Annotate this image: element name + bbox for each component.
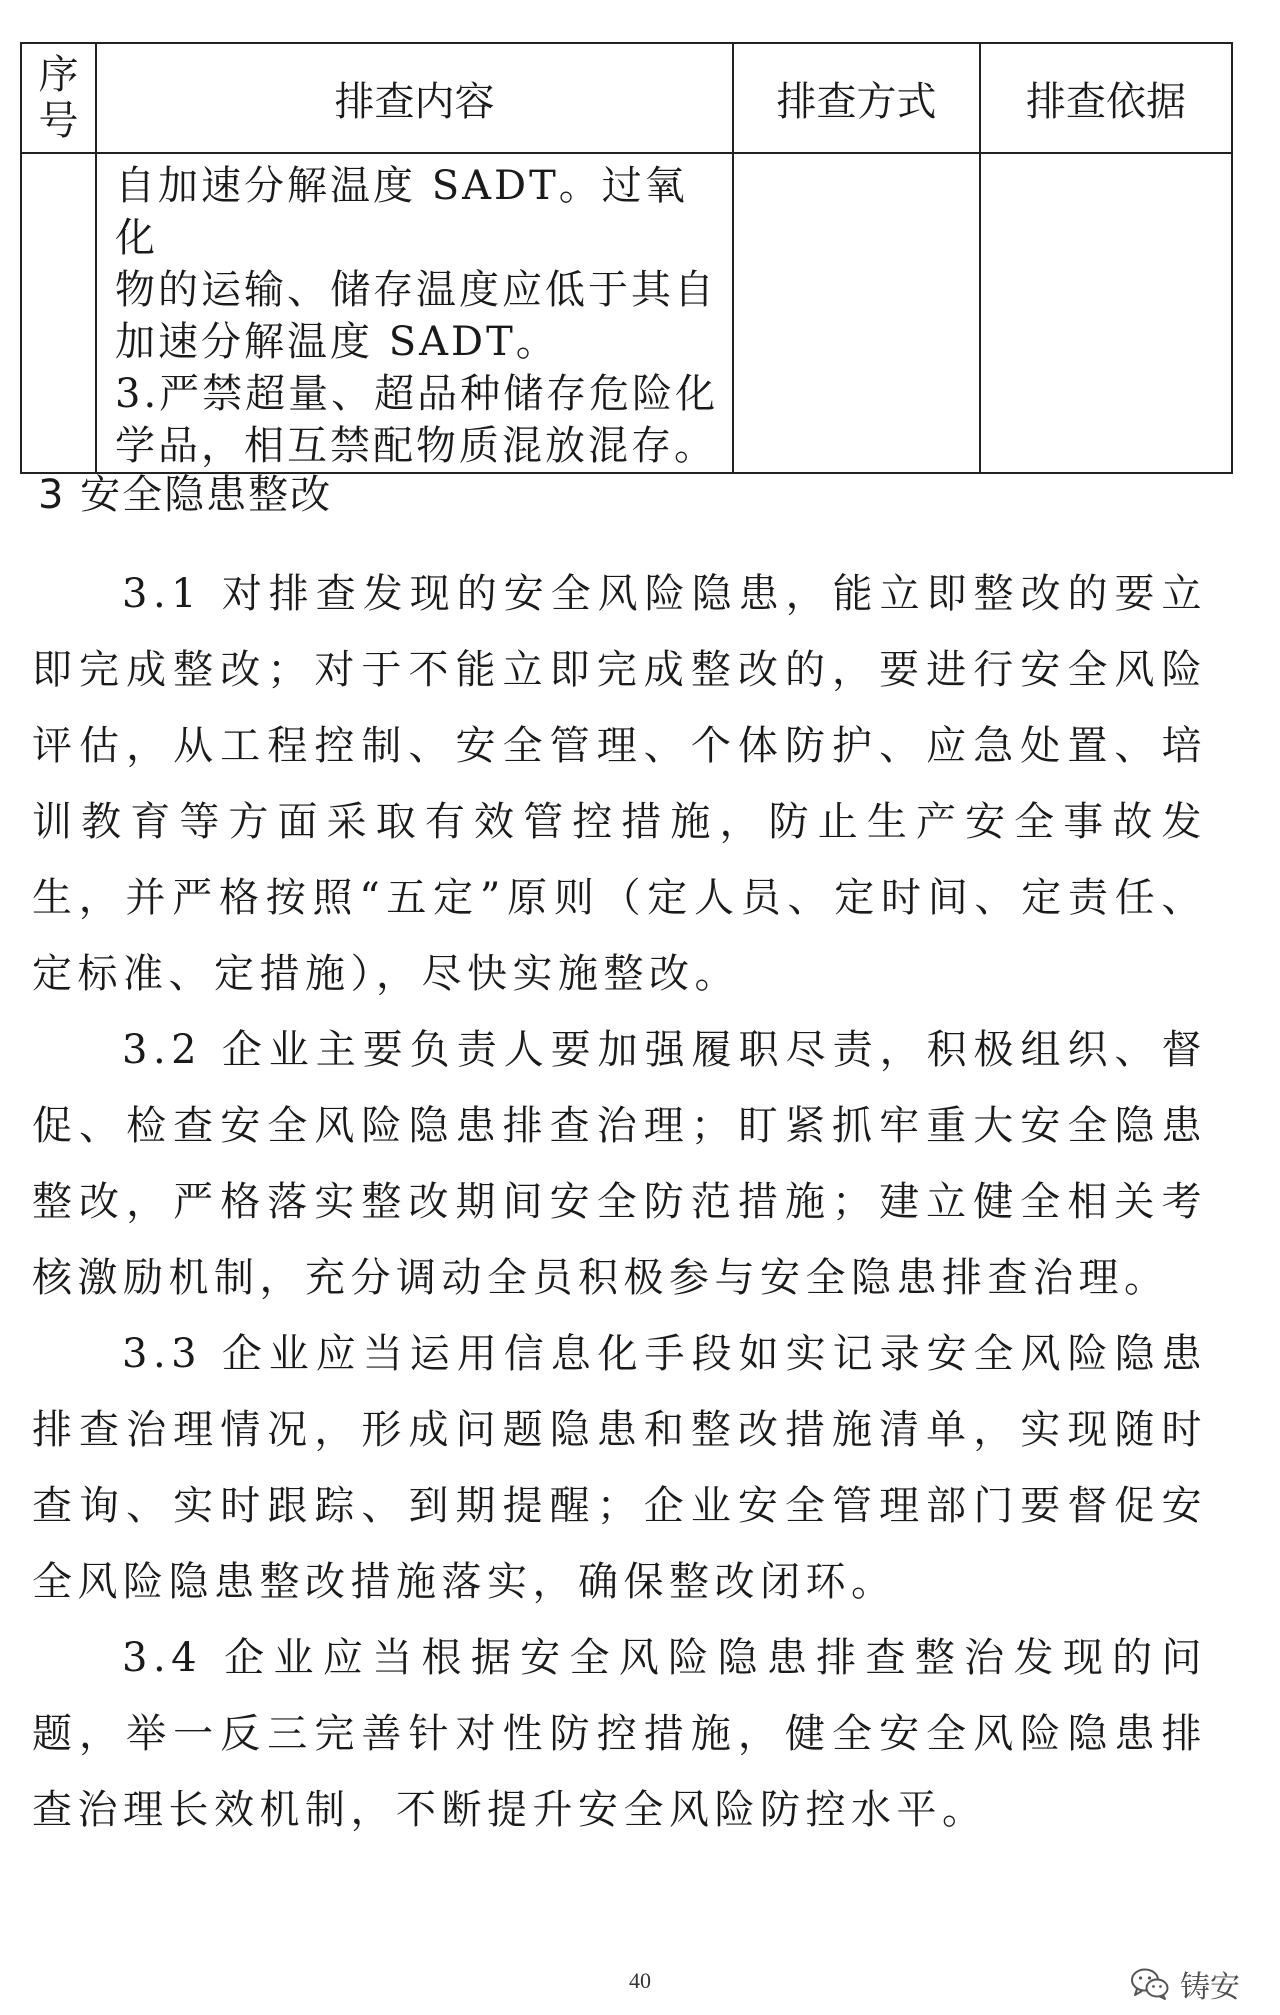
cell-inspection-method bbox=[733, 153, 980, 473]
cell-inspection-basis bbox=[980, 153, 1232, 473]
section-body bbox=[32, 556, 1207, 1848]
header-inspection-content: 排查内容 bbox=[96, 43, 733, 153]
table-header-row bbox=[21, 43, 1232, 153]
paragraph-3-4: 3.4 企业应当根据安全风险隐患排查整治发现的问题，举一反三完善针对性防控措施，健全安全风险隐患排查治理长效机制，不断提升安全风险防控水平。 bbox=[32, 1635, 1207, 1833]
header-serial-number-line2: 号 bbox=[38, 98, 79, 144]
content-paragraph-storage: 3.严禁超量、超品种储存危险化 学品，相互禁配物质混放混存。 bbox=[115, 371, 719, 469]
header-serial-number bbox=[21, 43, 96, 153]
section-title: 3 安全隐患整改 bbox=[38, 472, 333, 518]
cell-inspection-content bbox=[96, 153, 733, 473]
header-inspection-basis: 排查依据 bbox=[980, 43, 1232, 153]
table-row bbox=[21, 153, 1232, 473]
page-number: 40 bbox=[629, 1968, 651, 1993]
paragraph-3-2: 3.2 企业主要负责人要加强履职尽责，积极组织、督促、检查安全风险隐患排查治理；盯紧抓牢重大安全隐患整改，严格落实整改期间安全防范措施；建立健全相关考核激励机制，充分调动全员积极参与安全隐患排查治理。 bbox=[32, 1027, 1207, 1301]
header-serial-number-line1: 序 bbox=[38, 52, 79, 98]
paragraph-3-1: 3.1 对排查发现的安全风险隐患，能立即整改的要立即完成整改；对于不能立即完成整改的，要进行安全风险评估，从工程控制、安全管理、个体防护、应急处置、培训教育等方面采取有效管控措施，防止生产安全事故发生，并严格按照“五定”原则（定人员、定时间、定责任、定标准、定措施），尽快实施整改。 bbox=[32, 571, 1207, 997]
inspection-table bbox=[20, 42, 1233, 474]
content-paragraph-sadt: 自加速分解温度 SADT。过氧化 物的运输、储存温度应低于其自 加速分解温度 SADT。 bbox=[115, 163, 717, 365]
header-inspection-method: 排查方式 bbox=[733, 43, 980, 153]
cell-serial-number bbox=[21, 153, 96, 473]
watermark bbox=[1130, 1962, 1240, 2006]
wechat-icon bbox=[1130, 1967, 1170, 2001]
watermark-text: 铸安 bbox=[1180, 1970, 1240, 2005]
paragraph-3-3: 3.3 企业应当运用信息化手段如实记录安全风险隐患排查治理情况，形成问题隐患和整改措施清单，实现随时查询、实时跟踪、到期提醒；企业安全管理部门要督促安全风险隐患整改措施落实，确保整改闭环。 bbox=[32, 1331, 1207, 1605]
